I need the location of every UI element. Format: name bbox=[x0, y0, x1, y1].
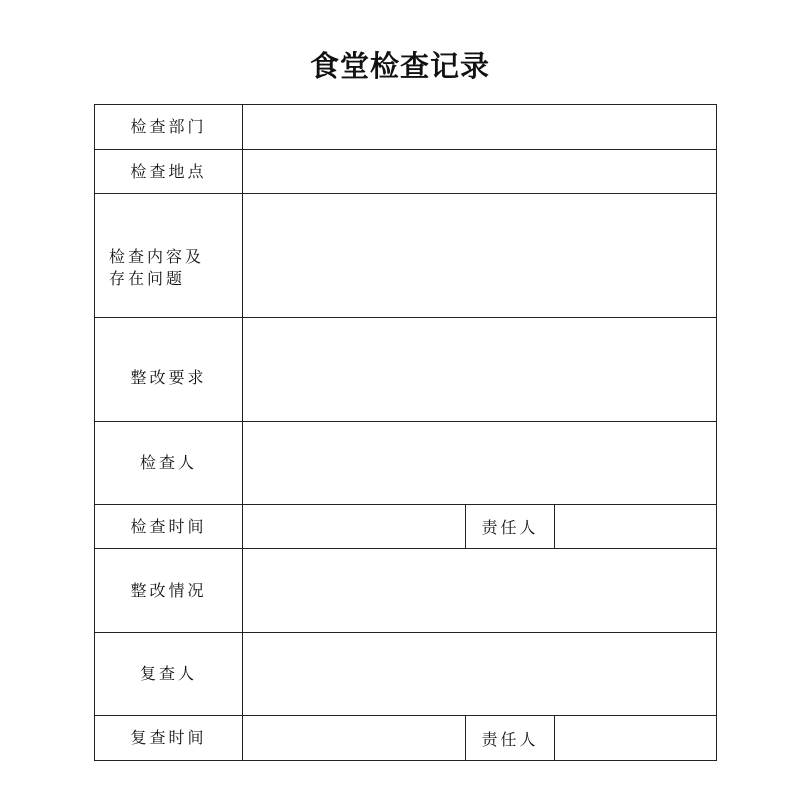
department-label: 检查部门 bbox=[95, 105, 243, 150]
inspector-label: 检查人 bbox=[95, 422, 243, 505]
reinspector-label: 复查人 bbox=[95, 633, 243, 716]
reinspection-time-field[interactable] bbox=[243, 716, 466, 761]
row-requirements bbox=[95, 318, 717, 422]
inspection-time-label: 检查时间 bbox=[95, 505, 243, 549]
inspection-time-field[interactable] bbox=[243, 505, 466, 549]
inspection-responsible-field[interactable] bbox=[555, 505, 717, 549]
requirements-field[interactable] bbox=[243, 318, 717, 422]
inspector-field[interactable] bbox=[243, 422, 717, 505]
reinspection-time-label: 复查时间 bbox=[95, 716, 243, 761]
content-label bbox=[95, 194, 243, 318]
row-rectification bbox=[95, 549, 717, 633]
reinspector-field[interactable] bbox=[243, 633, 717, 716]
row-department bbox=[95, 105, 717, 150]
requirements-label bbox=[95, 318, 243, 422]
row-inspection-time bbox=[95, 505, 717, 549]
rectification-field[interactable] bbox=[243, 549, 717, 633]
content-field[interactable] bbox=[243, 194, 717, 318]
inspection-form-table bbox=[94, 104, 717, 761]
requirements-label-text: 整改要求 bbox=[130, 368, 207, 387]
page-title: 食堂检查记录 bbox=[309, 49, 490, 83]
content-label-line2: 存在问题 bbox=[109, 269, 186, 288]
department-field[interactable] bbox=[243, 105, 717, 150]
row-inspector bbox=[95, 422, 717, 505]
rectification-label: 整改情况 bbox=[95, 549, 243, 633]
row-reinspector bbox=[95, 633, 717, 716]
reinspection-responsible-label: 责任人 bbox=[466, 716, 555, 761]
row-content bbox=[95, 194, 717, 318]
row-reinspection-time bbox=[95, 716, 717, 761]
content-label-line1: 检查内容及 bbox=[109, 247, 205, 266]
inspection-responsible-label: 责任人 bbox=[466, 505, 555, 549]
location-field[interactable] bbox=[243, 150, 717, 194]
row-location bbox=[95, 150, 717, 194]
location-label: 检查地点 bbox=[95, 150, 243, 194]
reinspection-responsible-field[interactable] bbox=[555, 716, 717, 761]
